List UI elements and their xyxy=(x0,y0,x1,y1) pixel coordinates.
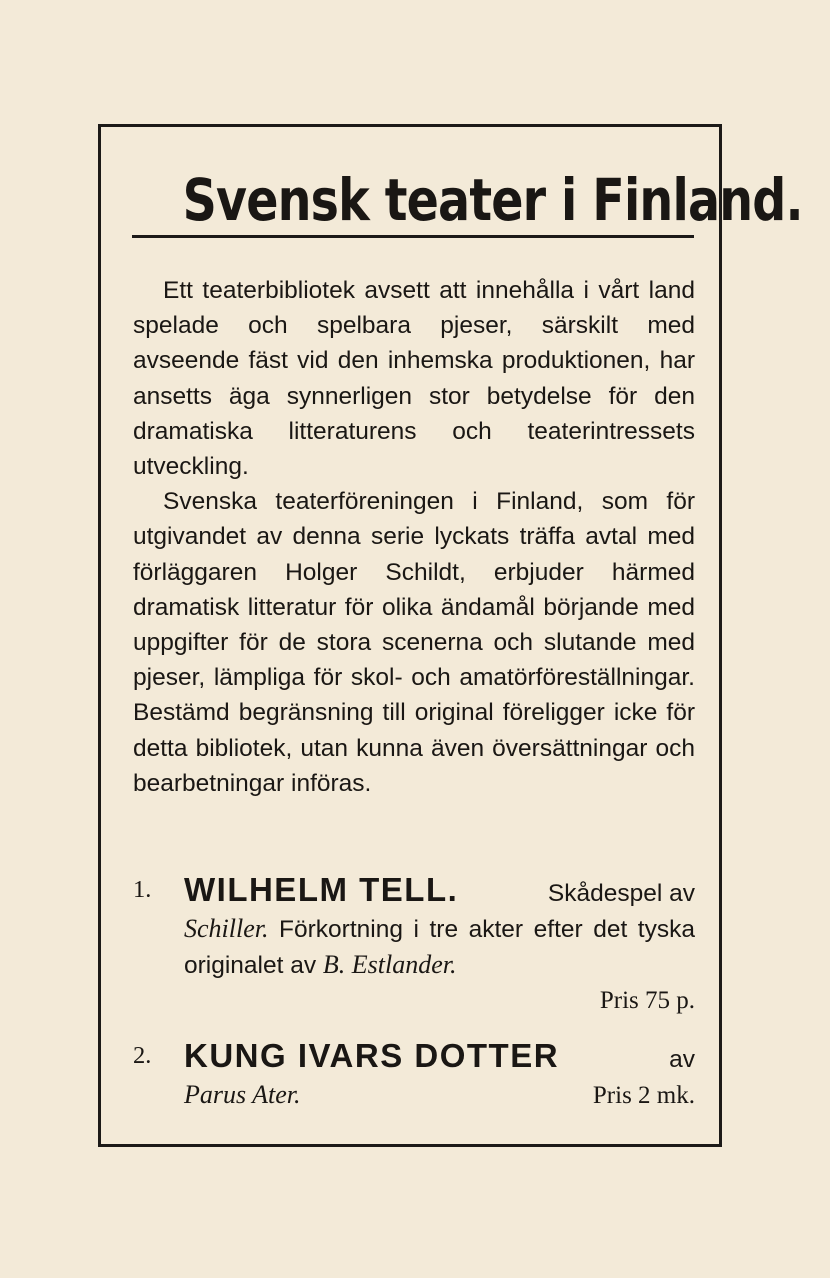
entry-content xyxy=(184,872,695,1018)
page-title: Svensk teater i Finland. xyxy=(182,166,803,234)
catalogue-list xyxy=(133,868,695,1109)
entry-heading-line xyxy=(184,872,695,911)
entry-price: Pris 2 mk. xyxy=(592,1082,695,1109)
intro-paragraph: Svenska teaterföreningen i Finland, som för utgivandet av denna serie lyckats träffa avtal med förläggaren Holger Schildt, erbjuder härmed dramatisk litteratur för olika ändamål börjande med uppgifter för de stora scenerna och slutande med pjeser, lämpliga för skol- och amatörföreställningar. Bestämd begränsning till original föreligger icke för detta bibliotek, utan kunna även översättningar och bearbetningar införas. xyxy=(133,488,695,797)
entry-description xyxy=(184,911,695,983)
entry-author: Parus Ater. xyxy=(184,1080,301,1109)
title-underline-rule xyxy=(132,235,694,238)
entry-title: WILHELM TELL. xyxy=(184,871,459,908)
entry-price: Pris 75 p. xyxy=(599,987,695,1014)
entry-genre: Skådespel av xyxy=(547,880,695,907)
catalogue-entry xyxy=(133,1038,695,1113)
intro-paragraph: Ett teaterbibliotek avsett att innehålla i vårt land spelade och spelbara pjeser, särskilt med avseende fäst vid den inhemska produktionen, har ansetts äga synnerligen stor betydelse för den dramatiska litteraturens och teaterintressets utveckling. xyxy=(133,277,695,481)
entry-number: 1. xyxy=(133,876,152,903)
catalogue-entry xyxy=(133,872,695,1018)
intro-text xyxy=(133,273,695,801)
entry-content xyxy=(184,1038,695,1113)
entry-author: Schiller. xyxy=(184,914,269,943)
entry-translator: B. Estlander. xyxy=(322,950,457,979)
entry-heading-line xyxy=(184,1038,695,1077)
entry-number: 2. xyxy=(133,1042,152,1069)
entry-description-text: Förkortning i tre akter efter det tyska originalet av xyxy=(184,916,695,979)
entry-title: KUNG IVARS DOTTER xyxy=(184,1037,560,1074)
entry-connector: av xyxy=(669,1046,695,1073)
entry-author-line xyxy=(184,1077,695,1113)
